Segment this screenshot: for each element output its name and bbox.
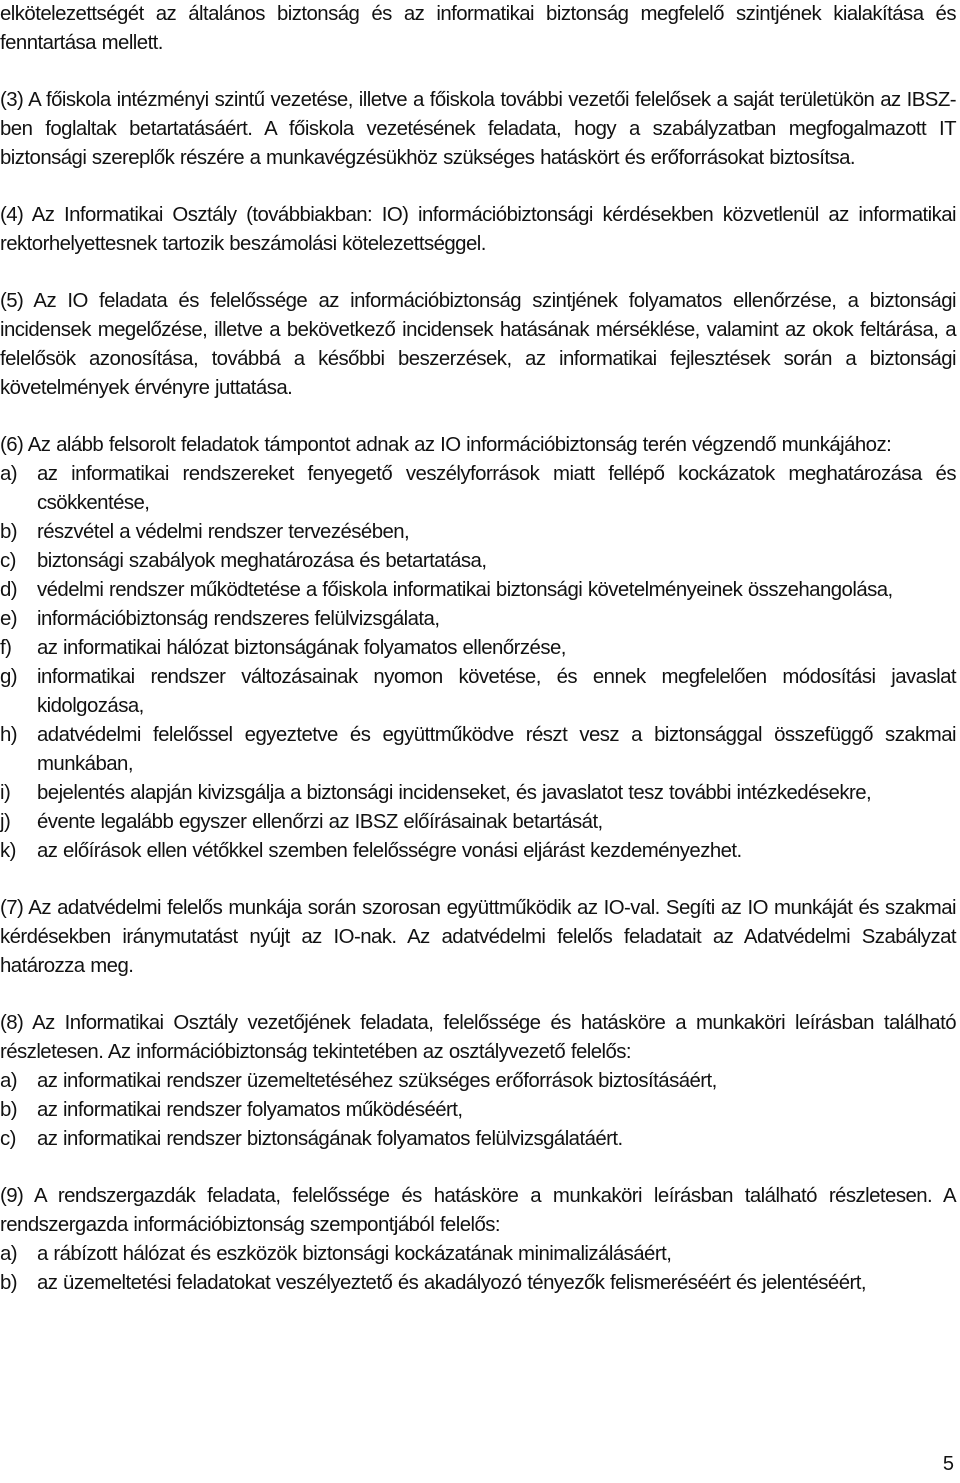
list-item	[0, 634, 956, 663]
list-item-label: e)	[0, 608, 18, 630]
intro-paragraph: elkötelezettségét az általános biztonság és az informatikai biztonság megfelelő szintjének kialakítása és fenntartása mellett.	[0, 3, 956, 54]
list-item-label: f)	[0, 637, 12, 659]
list-item-text: az üzemeltetési feladatokat veszélyeztető és akadályozó tényezők felismeréséért és jelentéséért,	[37, 1272, 866, 1294]
paragraph-gap	[0, 1154, 956, 1182]
list-item-label: g)	[0, 666, 18, 688]
list-item	[0, 576, 956, 605]
list-item-label: d)	[0, 579, 18, 601]
list-item	[0, 1096, 956, 1125]
list-item-label: b)	[0, 1099, 18, 1121]
paragraph-8-intro: (8) Az Informatikai Osztály vezetőjének feladata, felelőssége és hatásköre a munkaköri leírásban található részletesen. Az információbiztonság tekintetében az osztályvezető felelős:	[0, 1012, 956, 1063]
list-item-label: j)	[0, 811, 11, 833]
list-item-label: b)	[0, 1272, 18, 1294]
list-item-text: információbiztonság rendszeres felülvizsgálata,	[37, 608, 440, 630]
list-item-text: az informatikai rendszereket fenyegető veszélyforrások miatt fellépő kockázatok meghatározása és csökkentése,	[37, 463, 956, 514]
list-item	[0, 663, 956, 721]
list-item	[0, 1067, 956, 1096]
paragraph-9-list	[0, 1240, 956, 1298]
list-item-label: a)	[0, 463, 18, 485]
list-item	[0, 605, 956, 634]
paragraph-gap	[0, 259, 956, 287]
paragraph-gap	[0, 173, 956, 201]
list-item	[0, 518, 956, 547]
list-item-label: k)	[0, 840, 16, 862]
paragraph-gap	[0, 58, 956, 86]
list-item-label: h)	[0, 724, 18, 746]
list-item-label: i)	[0, 782, 11, 804]
list-item-text: részvétel a védelmi rendszer tervezésében,	[37, 521, 410, 543]
list-item-label: b)	[0, 521, 18, 543]
paragraph-7: (7) Az adatvédelmi felelős munkája során szorosan együttműködik az IO-val. Segíti az IO munkáját és szakmai kérdésekben iránymutatást nyújt az IO-nak. Az adatvédelmi felelős feladatait az Adatvédelmi Szabályzat határozza meg.	[0, 897, 956, 977]
list-item-text: az informatikai rendszer biztonságának folyamatos felülvizsgálatáért.	[37, 1128, 623, 1150]
list-item	[0, 1269, 956, 1298]
list-item-text: évente legalább egyszer ellenőrzi az IBSZ előírásainak betartását,	[37, 811, 603, 833]
paragraph-gap	[0, 981, 956, 1009]
paragraph-6-list	[0, 460, 956, 866]
paragraph-3: (3) A főiskola intézményi szintű vezetése, illetve a főiskola további vezetői felelősek a saját területükön az IBSZ-ben foglaltak betartatásáért. A főiskola vezetésének feladata, hogy a szabályzatban megfogalmazott IT biztonsági szereplők részére a munkavégzésükhöz szükséges hatáskört és erőforrásokat biztosítsa.	[0, 89, 956, 169]
paragraph-5: (5) Az IO feladata és felelőssége az információbiztonság szintjének folyamatos ellenőrzése, a biztonsági incidensek megelőzése, illetve a bekövetkező incidensek hatásának mérséklése, valamint az okok feltárása, a felelősök azonosítása, továbbá a későbbi beszerzések, az informatikai fejlesztések során a biztonsági követelmények érvényre juttatása.	[0, 290, 956, 399]
list-item-text: az informatikai rendszer üzemeltetéséhez szükséges erőforrások biztosításáért,	[37, 1070, 717, 1092]
list-item	[0, 808, 956, 837]
paragraph-9-intro: (9) A rendszergazdák feladata, felelőssége és hatásköre a munkaköri leírásban található részletesen. A rendszergazda információbiztonság szempontjából felelős:	[0, 1185, 956, 1236]
list-item	[0, 460, 956, 518]
list-item-text: biztonsági szabályok meghatározása és betartatása,	[37, 550, 487, 572]
list-item-text: bejelentés alapján kivizsgálja a biztonsági incidenseket, és javaslatot tesz további intézkedésekre,	[37, 782, 872, 804]
list-item-text: informatikai rendszer változásainak nyomon követése, és ennek megfelelően módosítási javaslat kidolgozása,	[37, 666, 956, 717]
paragraph-8-list	[0, 1067, 956, 1154]
list-item-label: c)	[0, 550, 16, 572]
list-item	[0, 779, 956, 808]
list-item	[0, 837, 956, 866]
list-item	[0, 721, 956, 779]
list-item-text: adatvédelmi felelőssel egyeztetve és együttműködve részt vesz a biztonsággal összefüggő szakmai munkában,	[37, 724, 956, 775]
list-item-label: c)	[0, 1128, 16, 1150]
list-item-label: a)	[0, 1243, 18, 1265]
list-item-text: védelmi rendszer működtetése a főiskola informatikai biztonsági követelményeinek összehangolása,	[37, 579, 893, 601]
list-item	[0, 1240, 956, 1269]
list-item-label: a)	[0, 1070, 18, 1092]
list-item	[0, 1125, 956, 1154]
list-item-text: az informatikai rendszer folyamatos működéséért,	[37, 1099, 463, 1121]
paragraph-gap	[0, 403, 956, 431]
paragraph-6-intro: (6) Az alább felsorolt feladatok támpontot adnak az IO információbiztonság terén végzendő munkájához:	[0, 434, 892, 456]
list-item-text: az előírások ellen vétőkkel szemben felelősségre vonási eljárást kezdeményezhet.	[37, 840, 742, 862]
page-number: 5	[942, 1453, 954, 1475]
paragraph-4: (4) Az Informatikai Osztály (továbbiakban: IO) információbiztonsági kérdésekben közvetlenül az informatikai rektorhelyettesnek tartozik beszámolási kötelezettséggel.	[0, 204, 956, 255]
list-item	[0, 547, 956, 576]
paragraph-gap	[0, 866, 956, 894]
list-item-text: az informatikai hálózat biztonságának folyamatos ellenőrzése,	[37, 637, 566, 659]
list-item-text: a rábízott hálózat és eszközök biztonsági kockázatának minimalizálásáért,	[37, 1243, 672, 1265]
